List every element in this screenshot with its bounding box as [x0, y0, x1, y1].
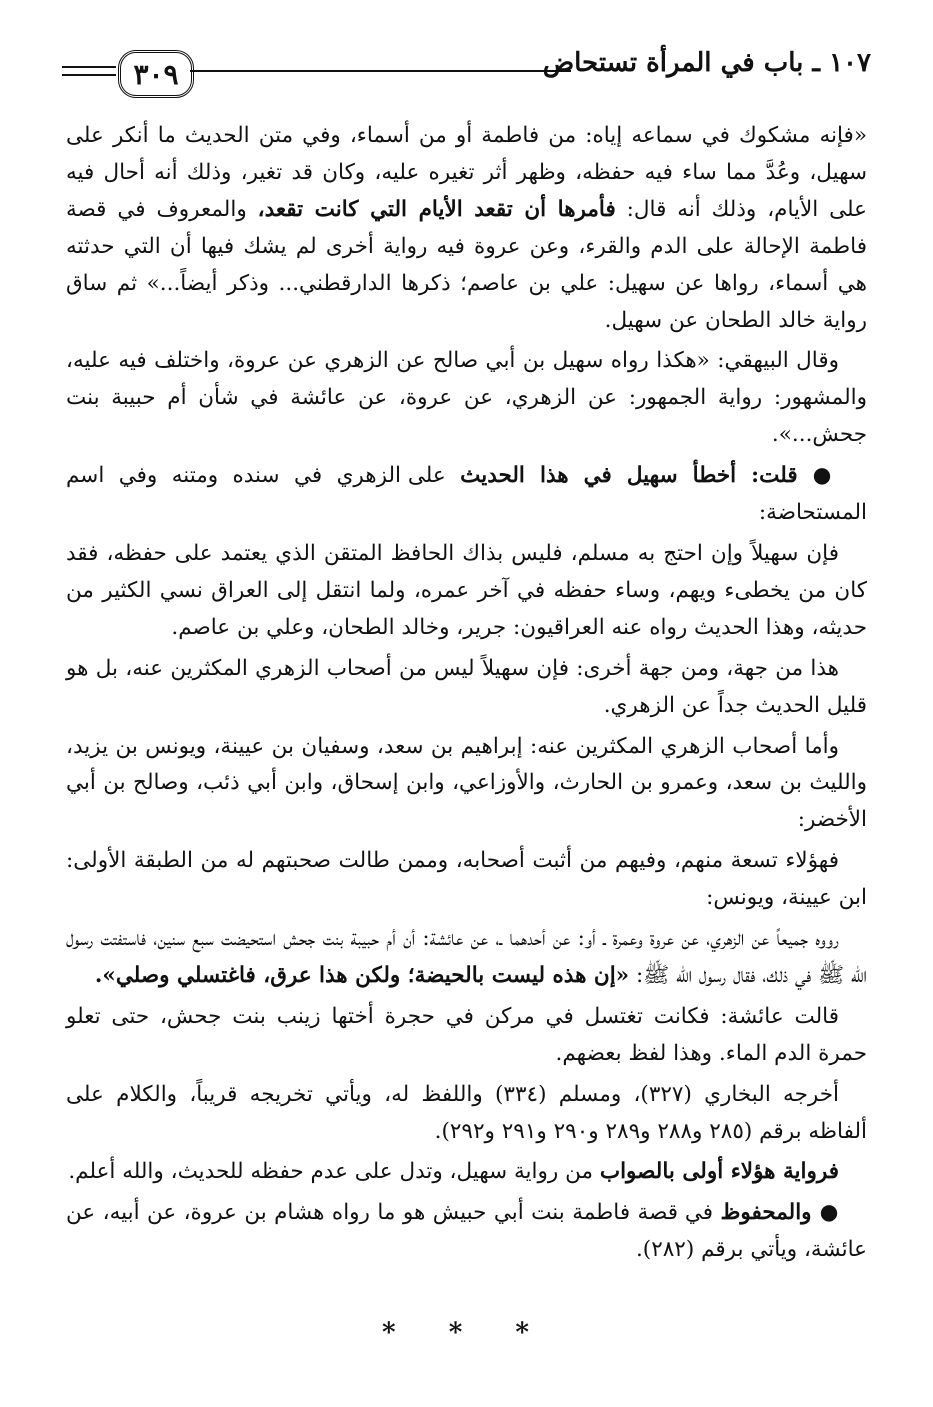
bold-phrase: فرواية هؤلاء أولى بالصواب	[599, 1159, 839, 1185]
main-text	[66, 118, 867, 1273]
paragraph-companions: وأما أصحاب الزهري المكثرين عنه: إبراهيم بن سعد، وسفيان بن عيينة، ويونس بن يزيد، والليث بن سعد، وعمرو بن الحارث، والأوزاعي، وابن إسحاق، وابن أبي ذئب، وصالح بن أبي الأخضر:	[66, 733, 867, 833]
section-separator: * * *	[382, 1318, 551, 1348]
paragraph-hadith	[66, 921, 867, 995]
paragraph-other-side: هذا من جهة، ومن جهة أخرى: فإن سهيلاً ليس من أصحاب الزهري المكثرين عنه، بل هو قليل الحديث جداً عن الزهري.	[66, 655, 867, 718]
page-header	[62, 40, 871, 104]
paragraph-quote-1	[66, 118, 867, 339]
chapter-title: ١٠٧ ـ باب في المرأة تستحاض	[542, 48, 871, 78]
paragraph-text: من رواية سهيل، وتدل على عدم حفظه للحديث، والله أعلم.	[68, 1159, 593, 1185]
header-rule-left-lower	[62, 74, 116, 76]
paragraph-qultu	[66, 458, 867, 532]
paragraph-text: في قصة فاطمة بنت أبي حبيش هو ما رواه هشام بن عروة، عن أبيه، عن عائشة، ويأتي برقم (٢٨٢).	[66, 1200, 867, 1263]
bold-phrase: ● والمحفوظ	[720, 1200, 839, 1226]
header-rule-left-upper	[62, 66, 116, 68]
paragraph-text: «فإنه مشكوك في سماعه إياه: من فاطمة أو من أسماء، وفي متن الحديث ما أنكر على سهيل، وعُدَّ مما ساء فيه حفظه، وظهر أثر تغيره عليه، وكان قد تغير، وذلك أنه أحال فيه على الأيام، وذلك أنه قال:	[66, 123, 868, 222]
paragraph-aisha: قالت عائشة: فكانت تغتسل في مركن في حجرة أختها زينب بنت جحش، حتى تعلو حمرة الدم الماء. وهذا لفظ بعضهم.	[66, 1003, 867, 1066]
bold-phrase: «إن هذه ليست بالحيضة؛ ولكن هذا عرق، فاغتسلي وصلي».	[94, 962, 630, 988]
paragraph-nine: فهؤلاء تسعة منهم، وفيهم من أثبت أصحابه، وممن طالت صحبتهم له من الطبقة الأولى: ابن عيينة، ويونس:	[66, 848, 867, 911]
paragraph-conclusion	[66, 1154, 867, 1191]
paragraph-text: رووه جميعاً عن الزهري، عن عروة وعمرة ـ أو: عن أحدهما ـ، عن عائشة: أن أم حبيبة بنت جحش استحيضت سبع سنين، فاستفتت رسول الله ﷺ في ذلك، فقال رسول الله ﷺ:	[66, 926, 867, 988]
header-rule	[190, 70, 571, 72]
paragraph-mahfuz	[66, 1195, 867, 1269]
paragraph-suhail: فإن سهيلاً وإن احتج به مسلم، فليس بذاك الحافظ المتقن الذي يعتمد على حفظه، فقد كان من يخطىء ويهم، وساء حفظه في آخر عمره، ولما انتقل إلى العراق نسي الكثير من حديثه، وهذا الحديث رواه عنه العراقيون: جرير، وخالد الطحان، وعلي بن عاصم.	[66, 540, 867, 640]
page-number: ٣٠٩	[118, 50, 194, 98]
paragraph-bayhaqi: وقال البيهقي: «هكذا رواه سهيل بن أبي صالح عن الزهري عن عروة، واختلف فيه عليه، والمشهور: رواية الجمهور: عن الزهري، عن عروة، عن عائشة في شأن أم حبيبة بنت جحش...».	[66, 348, 868, 448]
paragraph-takhrij: أخرجه البخاري (٣٢٧)، ومسلم (٣٣٤) واللفظ له، ويأتي تخريجه قريباً، والكلام على ألفاظه برقم (٢٨٥ و٢٨٨ و٢٨٩ و٢٩٠ و٢٩١ و٢٩٢).	[66, 1081, 867, 1144]
bold-phrase: ● قلت: أخطأ سهيل في هذا الحديث	[460, 463, 839, 489]
paragraph-text: والمعروف في قصة فاطمة الإحالة على الدم والقرء، وعن عروة فيه رواية أخرى لم يشك فيها أن التي حدثته هي أسماء، رواها عن سهيل: علي بن عاصم؛ ذكرها الدارقطني... وذكر أيضاً...» ثم ساق رواية خالد الطحان عن سهيل.	[66, 196, 867, 333]
bold-phrase: فأمرها أن تقعد الأيام التي كانت تقعد،	[257, 196, 616, 222]
paragraph-text: على الزهري في سنده ومتنه وفي اسم المستحاضة:	[66, 463, 867, 526]
